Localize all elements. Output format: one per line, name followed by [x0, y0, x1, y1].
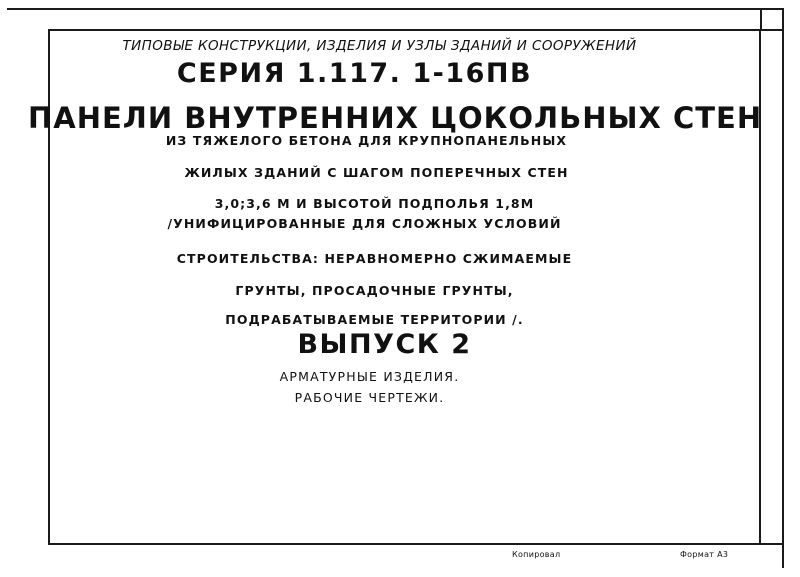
frame-tick	[761, 543, 784, 545]
pre-title: ТИПОВЫЕ КОНСТРУКЦИИ, ИЗДЕЛИЯ И УЗЛЫ ЗДАНИЙ И СООРУЖЕНИЙ	[122, 38, 637, 54]
description-line: СТРОИТЕЛЬСТВА: НЕРАВНОМЕРНО СЖИМАЕМЫЕ	[176, 251, 573, 266]
issue-subtitle-line: РАБОЧИЕ ЧЕРТЕЖИ.	[294, 390, 445, 405]
description-line: ИЗ ТЯЖЕЛОГО БЕТОНА ДЛЯ КРУПНОПАНЕЛЬНЫХ	[165, 133, 568, 148]
issue-title: ВЫПУСК 2	[297, 329, 472, 360]
description-line: ЖИЛЫХ ЗДАНИЙ С ШАГОМ ПОПЕРЕЧНЫХ СТЕН	[184, 165, 569, 180]
outer-frame-right	[782, 8, 784, 568]
description-line: 3,0;3,6 М И ВЫСОТОЙ ПОДПОЛЬЯ 1,8М	[214, 196, 535, 211]
outer-frame-top	[7, 8, 783, 10]
description-line: /УНИФИЦИРОВАННЫЕ ДЛЯ СЛОЖНЫХ УСЛОВИЙ	[167, 216, 562, 231]
series-title: СЕРИЯ 1.117. 1-16ПВ	[176, 58, 533, 89]
copied-label: Копировал	[512, 550, 561, 559]
main-title: ПАНЕЛИ ВНУТРЕННИХ ЦОКОЛЬНЫХ СТЕН	[28, 101, 763, 135]
description-line: ГРУНТЫ, ПРОСАДОЧНЫЕ ГРУНТЫ,	[235, 283, 514, 298]
issue-subtitle-line: АРМАТУРНЫЕ ИЗДЕЛИЯ.	[279, 369, 460, 384]
format-label: Формат А3	[680, 550, 729, 559]
description-line: ПОДРАБАТЫВАЕМЫЕ ТЕРРИТОРИИ /.	[225, 312, 524, 327]
corner-stamp-box	[760, 8, 784, 31]
